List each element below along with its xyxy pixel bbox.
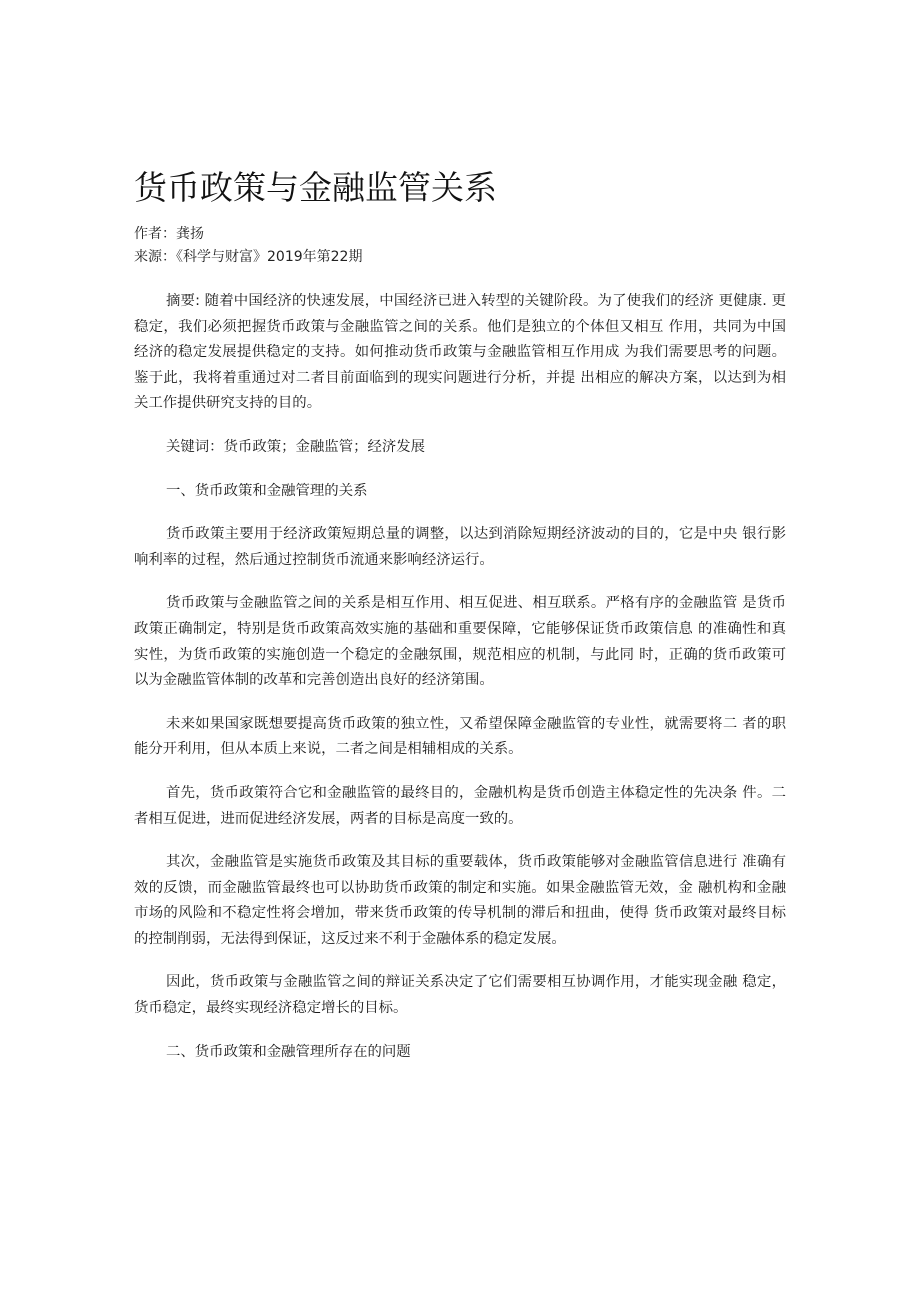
body-paragraph: 货币政策与金融监管之间的关系是相互作用、相互促进、相互联系。严格有序的金融监管 是货币政策正确制定，特别是货币政策高效实施的基础和重要保障，它能够保证货币政策信息 的准确性和真实性，为货币政策的实施创造一个稳定的金融氛围，规范相应的机制，与此同 时，正确的货币政策可以为金融监管体制的改革和完善创造出良好的经济第围。	[134, 595, 786, 689]
document-title: 货币政策与金融监管关系	[134, 168, 497, 207]
section-heading-1: 一、货币政策和金融管理的关系	[166, 482, 368, 499]
body-paragraph: 因此，货币政策与金融监管之间的辩证关系决定了它们需要相互协调作用，才能实现金融 稳定，货币稳定，最终实现经济稳定增长的目标。	[134, 974, 786, 1017]
body-paragraph: 首先，货币政策符合它和金融监管的最终目的，金融机构是货币创造主体稳定性的先决条 件。二者相互促进，进而促进经济发展，两者的目标是高度一致的。	[134, 784, 786, 827]
source-line: 来源：《科学与财富》2019年第22期	[134, 249, 363, 265]
body-paragraph: 其次，金融监管是实施货币政策及其目标的重要载体，货币政策能够对金融监管信息进行 准确有效的反馈，而金融监管最终也可以协助货币政策的制定和实施。如果金融监管无效，金 融机构和金融市场的风险和不稳定性将会增加，带来货币政策的传导机制的滞后和扭曲，使得 货币政策对最终目标的控制削弱，无法得到保证，这反过来不利于金融体系的稳定发展。	[134, 854, 786, 947]
keywords-line: 关键词：货币政策；金融监管；经济发展	[166, 438, 426, 455]
body-paragraph: 货币政策主要用于经济政策短期总量的调整，以达到消除短期经济波动的目的，它是中央 银行影响利率的过程，然后通过控制货币流通来影响经济运行。	[134, 526, 786, 568]
abstract-paragraph: 摘要: 随着中国经济的快速发展，中国经济已进入转型的关键阶段。为了使我们的经济 更健康. 更稳定，我们必须把握货币政策与金融监管之间的关系。他们是独立的个体但又相互 作用，共同为中国经济的稳定发展提供稳定的支持。如何推动货币政策与金融监管相互作用成 为我们需要思考的问题。鉴于此，我将着重通过对二者目前面临到的现实问题进行分析，并提 出相应的解决方案，以达到为相关工作提供研究支持的目的。	[134, 293, 786, 412]
author-line: 作者：龚扬	[134, 226, 204, 242]
document-body	[134, 289, 786, 1083]
section-heading-2: 二、货币政策和金融管理所存在的问题	[166, 1043, 411, 1060]
body-paragraph: 未来如果国家既想要提高货币政策的独立性，又希望保障金融监管的专业性，就需要将二 者的职能分开利用，但从本质上来说，二者之间是相辅相成的关系。	[134, 715, 786, 758]
